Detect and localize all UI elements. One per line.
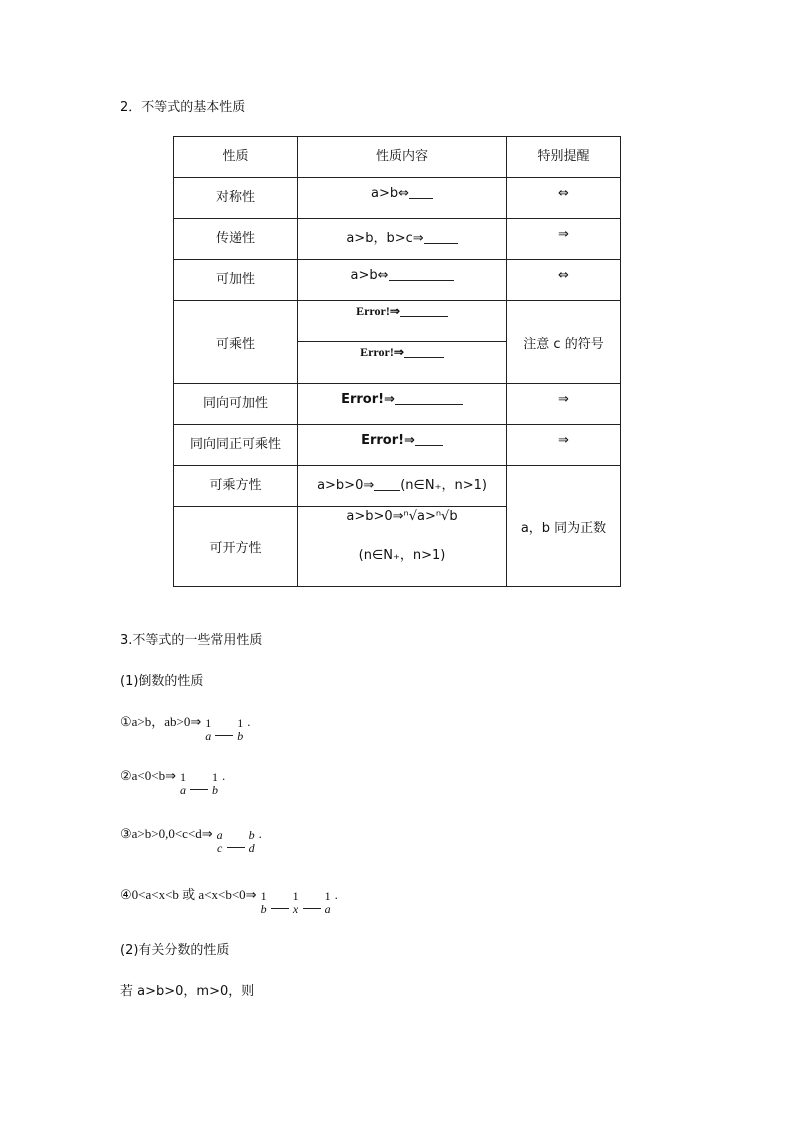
row-content: Error!⇒ xyxy=(298,384,507,425)
subsection-2-heading: (2)有关分数的性质 xyxy=(120,943,230,958)
row-name: 同向同正可乘性 xyxy=(174,425,298,466)
fraction-property-intro: 若 a>b>0，m>0，则 xyxy=(120,984,255,999)
fraction: a c xyxy=(216,828,223,855)
row-name: 可乘方性 xyxy=(174,466,298,507)
row-content: a>b，b>c⇒ xyxy=(298,219,507,260)
fraction: 1 b xyxy=(211,770,218,797)
shared-remind: a，b 同为正数 xyxy=(507,466,621,587)
fraction: 1 a xyxy=(179,770,186,797)
section-2-heading: 2．不等式的基本性质 xyxy=(120,100,246,115)
row-content-split: Error!⇒ Error!⇒ xyxy=(298,301,507,384)
fraction: 1 b xyxy=(260,889,267,916)
row-remind: ⇔ xyxy=(507,260,621,301)
fraction: 1 x xyxy=(292,889,299,916)
header-content: 性质内容 xyxy=(298,137,507,178)
row-remind: ⇒ xyxy=(507,384,621,425)
fraction: 1 b xyxy=(237,716,244,743)
row-name: 可乘性 xyxy=(174,301,298,384)
row-content: a>b>0⇒ⁿ√a>ⁿ√b (n∈N₊，n>1) xyxy=(298,507,507,587)
item-2: ②a<0<b⇒ 1 a 1 b . xyxy=(120,768,226,797)
row-name: 传递性 xyxy=(174,219,298,260)
fraction: 1 a xyxy=(205,716,212,743)
fraction: 1 a xyxy=(324,889,331,916)
item-4: ④0<a<x<b 或 a<x<b<0⇒ 1 b 1 x 1 a . xyxy=(120,887,338,916)
item-3: ③a>b>0,0<c<d⇒ a c b d . xyxy=(120,826,262,855)
row-name: 对称性 xyxy=(174,178,298,219)
fraction: b d xyxy=(248,828,255,855)
row-remind: 注意 c 的符号 xyxy=(507,301,621,384)
row-remind: ⇔ xyxy=(507,178,621,219)
row-content: a>b>0⇒ (n∈N₊，n>1) xyxy=(298,466,507,507)
row-content: a>b⇔ xyxy=(298,178,507,219)
subsection-1-heading: (1)倒数的性质 xyxy=(120,674,204,689)
header-property: 性质 xyxy=(174,137,298,178)
header-remind: 特别提醒 xyxy=(507,137,621,178)
row-name: 可加性 xyxy=(174,260,298,301)
row-content: a>b⇔ xyxy=(298,260,507,301)
row-name: 可开方性 xyxy=(174,507,298,587)
row-content: Error!⇒ xyxy=(298,425,507,466)
row-remind: ⇒ xyxy=(507,425,621,466)
section-3-heading: 3.不等式的一些常用性质 xyxy=(120,633,263,648)
properties-table xyxy=(173,136,621,587)
item-1: ①a>b，ab>0⇒ 1 a 1 b . xyxy=(120,714,251,743)
row-remind: ⇒ xyxy=(507,219,621,260)
row-name: 同向可加性 xyxy=(174,384,298,425)
